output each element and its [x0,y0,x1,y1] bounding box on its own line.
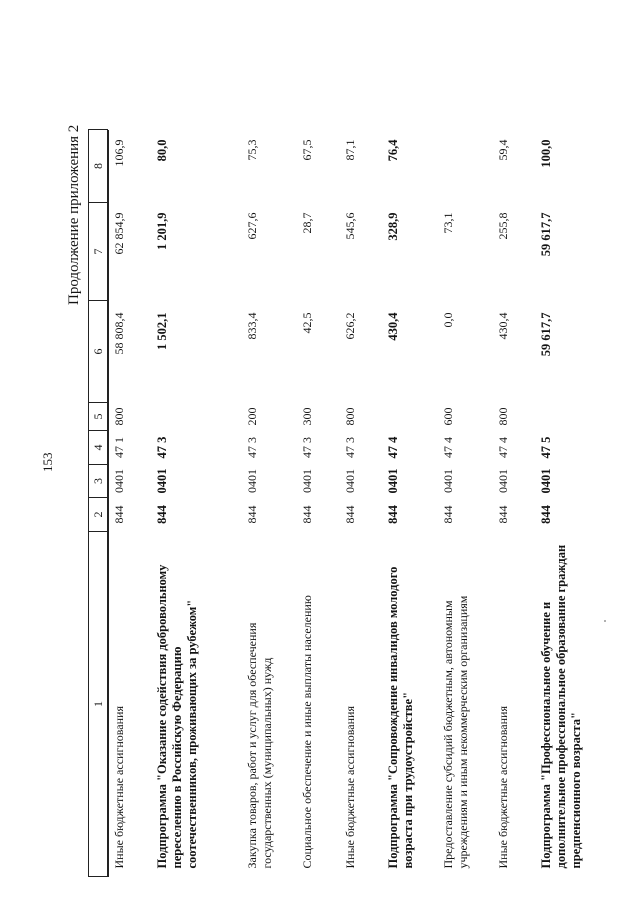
cell-planned: 1 502,1 [155,312,169,350]
cell-planned: 430,4 [386,312,400,341]
cell-actual: 73,1 [441,212,455,234]
row-name: Социальное обеспечение и иные выплаты населению [300,595,314,869]
cell-section-code: 0401 [245,469,259,493]
row-name: Закупка товаров, работ и услуг для обеспечения государственных (муниципальных) нужд [245,622,274,869]
cell-planned: 430,4 [496,312,510,340]
table-row [339,130,382,877]
cell-target-code: 47 3 [300,437,314,458]
row-name: Подпрограмма "Профессиональное обучение и дополнительное профессиональное образование граждан предпенсионного возраста" [539,544,583,869]
cell-target-code: 47 4 [386,436,400,459]
cell-planned: 0,0 [441,312,455,328]
table-row [382,130,437,877]
cell-expense-type [151,403,241,431]
cell-expense-type: 300 [300,407,314,426]
cell-target-code: 47 3 [343,437,357,458]
cell-target-code: 47 1 [112,437,126,458]
continuation-label: Продолжение приложения 2 [66,124,82,305]
cell-admin-code: 844 [496,505,510,524]
header-underline [108,130,109,877]
cell-planned: 42,5 [300,312,314,334]
cell-admin-code: 844 [343,505,357,524]
cell-percent: 67,5 [300,139,314,161]
cell-actual: 62 854,9 [112,212,126,255]
cell-percent: 80,0 [155,139,169,162]
cell-target-code: 47 5 [539,436,553,459]
cell-percent: 100,0 [539,139,553,168]
cell-section-code: 0401 [343,469,357,493]
cell-actual: 627,6 [245,212,259,240]
cell-percent: 76,4 [386,139,400,162]
cell-target-code: 47 4 [441,437,455,458]
page-number: 153 [40,452,55,472]
cell-admin-code: 844 [245,505,259,524]
cell-expense-type: 800 [496,407,510,426]
cell-actual: 1 201,9 [155,212,169,250]
row-name: Подпрограмма "Сопровождение инвалидов молодого возраста при трудоустройстве" [386,566,415,869]
row-name: Подпрограмма "Оказание содействия добровольному переселению в Российскую Федерацию соотечественников, проживающих за рубежом" [155,564,199,869]
header-col-3: 3 [89,465,108,498]
header-col-5: 5 [89,403,108,431]
cell-percent: 59,4 [496,139,510,161]
header-row [89,130,108,877]
table-row [535,130,590,877]
cell-planned: 626,2 [343,312,357,340]
cell-planned: 59 617,7 [539,312,553,357]
cell-expense-type: 200 [245,407,259,426]
cell-percent [437,130,492,203]
cell-admin-code: 844 [441,505,455,524]
cell-target-code: 47 4 [496,437,510,458]
cell-section-code: 0401 [539,468,553,494]
cell-section-code: 0401 [300,469,314,493]
cell-percent: 87,1 [343,139,357,161]
cell-actual: 28,7 [300,212,314,234]
cell-actual: 545,6 [343,212,357,240]
cell-expense-type: 600 [441,407,455,426]
cell-admin-code: 844 [300,505,314,524]
table-row [492,130,535,877]
cell-expense-type: 800 [112,407,126,426]
table-row [241,130,296,877]
table-row [296,130,339,877]
scan-speck [604,620,606,622]
cell-section-code: 0401 [386,468,400,494]
cell-admin-code: 844 [386,505,400,524]
budget-table [88,129,590,877]
cell-expense-type [535,403,590,431]
cell-percent: 106,9 [112,139,126,167]
header-col-1: 1 [89,532,108,877]
cell-expense-type: 800 [343,407,357,426]
header-col-6: 6 [89,301,108,403]
cell-actual: 59 617,7 [539,212,553,257]
cell-admin-code: 844 [539,505,553,524]
cell-actual: 255,8 [496,212,510,240]
cell-section-code: 0401 [155,468,169,494]
cell-planned: 833,4 [245,312,259,340]
row-name: Предоставление субсидий бюджетным, автономным учреждениям и иным некоммерческим организациям [441,595,470,869]
cell-target-code: 47 3 [155,436,169,459]
cell-actual: 328,9 [386,212,400,241]
table-row [437,130,492,877]
header-col-8: 8 [89,130,108,203]
row-name: Иные бюджетные ассигнования [496,706,510,869]
cell-admin-code: 844 [112,505,126,524]
cell-expense-type [382,403,437,431]
row-name: Иные бюджетные ассигнования [112,706,126,869]
cell-section-code: 0401 [112,469,126,493]
cell-percent: 75,3 [245,139,259,161]
header-col-4: 4 [89,431,108,465]
table-row [108,130,152,877]
table-row [151,130,241,877]
header-col-2: 2 [89,498,108,532]
cell-section-code: 0401 [496,469,510,493]
cell-section-code: 0401 [441,469,455,493]
cell-planned: 58 808,4 [112,312,126,355]
row-name: Иные бюджетные ассигнования [343,706,357,869]
cell-target-code: 47 3 [245,437,259,458]
header-col-7: 7 [89,203,108,301]
cell-admin-code: 844 [155,505,169,524]
